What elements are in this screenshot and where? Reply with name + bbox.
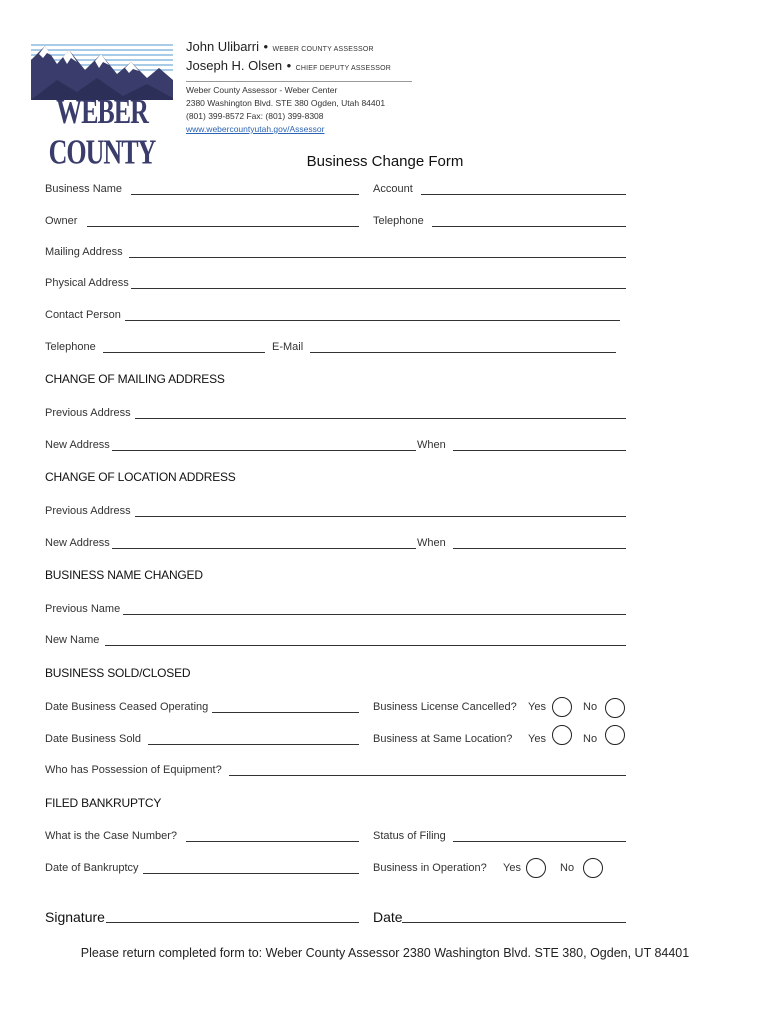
business-name-label: Business Name <box>45 183 123 195</box>
assessor-title: WEBER COUNTY ASSESSOR <box>272 46 374 53</box>
in-operation-no-label: No <box>560 862 575 874</box>
license-yes-label: Yes <box>528 701 546 713</box>
email-field[interactable] <box>310 352 616 353</box>
signature-label: Signature <box>45 909 105 925</box>
location-previous-address-label: Previous Address <box>45 505 131 517</box>
deputy-name: Joseph H. Olsen <box>186 58 283 73</box>
case-number-field[interactable] <box>186 841 359 842</box>
weber-county-logo <box>27 40 177 172</box>
mailing-previous-address-label: Previous Address <box>45 407 131 419</box>
license-no-radio[interactable] <box>605 698 625 718</box>
telephone-label: Telephone <box>373 215 424 227</box>
bankruptcy-date-field[interactable] <box>143 873 359 874</box>
mailing-when-field[interactable] <box>453 450 626 451</box>
location-when-label: When <box>417 537 446 549</box>
same-location-no-radio[interactable] <box>605 725 625 745</box>
date-sold-label: Date Business Sold <box>45 733 141 745</box>
in-operation-yes-radio[interactable] <box>526 858 546 878</box>
business-name-field[interactable] <box>131 194 359 195</box>
same-location-yes-label: Yes <box>528 733 546 745</box>
physical-address-field[interactable] <box>131 288 626 289</box>
mailing-address-label: Mailing Address <box>45 246 123 258</box>
bullet: • <box>286 58 292 73</box>
previous-name-label: Previous Name <box>45 603 121 615</box>
office-address: 2380 Washington Blvd. STE 380 Ogden, Utah 84401 <box>186 98 386 108</box>
owner-label: Owner <box>45 215 78 227</box>
mailing-when-label: When <box>417 439 446 451</box>
assessor-name: John Ulibarri <box>186 39 259 54</box>
mailing-new-address-label: New Address <box>45 439 110 451</box>
header-divider <box>186 81 412 82</box>
account-field[interactable] <box>421 194 626 195</box>
date-ceased-label: Date Business Ceased Operating <box>45 701 209 713</box>
owner-field[interactable] <box>87 226 359 227</box>
deputy-title: CHIEF DEPUTY ASSESSOR <box>295 65 392 72</box>
license-no-label: No <box>583 701 598 713</box>
license-yes-radio[interactable] <box>552 697 572 717</box>
new-name-field[interactable] <box>105 645 626 646</box>
bankruptcy-date-label: Date of Bankruptcy <box>45 862 139 874</box>
date-ceased-field[interactable] <box>212 712 359 713</box>
contact-person-field[interactable] <box>125 320 620 321</box>
location-new-address-field[interactable] <box>112 548 416 549</box>
bankruptcy-heading: FILED BANKRUPTCY <box>45 796 162 810</box>
license-cancelled-label: Business License Cancelled? <box>373 701 517 713</box>
telephone2-label: Telephone <box>45 341 96 353</box>
mailing-previous-address-field[interactable] <box>135 418 626 419</box>
sold-closed-heading: BUSINESS SOLD/CLOSED <box>45 666 191 680</box>
possession-label: Who has Possession of Equipment? <box>45 764 222 776</box>
location-new-address-label: New Address <box>45 537 110 549</box>
physical-address-label: Physical Address <box>45 277 129 289</box>
status-filing-label: Status of Filing <box>373 830 446 842</box>
same-location-label: Business at Same Location? <box>373 733 513 745</box>
signature-field[interactable] <box>106 922 359 923</box>
website-link[interactable]: www.webercountyutah.gov/Assessor <box>186 124 325 134</box>
possession-field[interactable] <box>229 775 626 776</box>
mailing-address-field[interactable] <box>129 257 626 258</box>
office-phone-fax: (801) 399-8572 Fax: (801) 399-8308 <box>186 111 324 121</box>
office-name: Weber County Assessor - Weber Center <box>186 85 338 95</box>
logo-text: WEBER COUNTY <box>48 92 156 172</box>
name-changed-heading: BUSINESS NAME CHANGED <box>45 568 203 582</box>
date-label: Date <box>373 909 403 925</box>
case-number-label: What is the Case Number? <box>45 830 178 842</box>
bullet: • <box>263 39 268 54</box>
new-name-label: New Name <box>45 634 100 646</box>
change-mailing-heading: CHANGE OF MAILING ADDRESS <box>45 372 225 386</box>
same-location-no-label: No <box>583 733 598 745</box>
in-operation-label: Business in Operation? <box>373 862 487 874</box>
same-location-yes-radio[interactable] <box>552 725 572 745</box>
date-sold-field[interactable] <box>148 744 359 745</box>
change-location-heading: CHANGE OF LOCATION ADDRESS <box>45 470 236 484</box>
assessor-line <box>186 38 374 56</box>
footer-return-instructions: Please return completed form to: Weber County Assessor 2380 Washington Blvd. STE 380, Ogden, UT 84401 <box>80 946 690 960</box>
telephone2-field[interactable] <box>103 352 265 353</box>
date-field[interactable] <box>402 922 626 923</box>
in-operation-yes-label: Yes <box>503 862 521 874</box>
location-previous-address-field[interactable] <box>135 516 626 517</box>
previous-name-field[interactable] <box>123 614 626 615</box>
status-filing-field[interactable] <box>453 841 626 842</box>
form-title: Business Change Form <box>306 153 464 170</box>
mailing-new-address-field[interactable] <box>112 450 416 451</box>
location-when-field[interactable] <box>453 548 626 549</box>
contact-person-label: Contact Person <box>45 309 121 321</box>
deputy-line <box>186 57 391 75</box>
telephone-field[interactable] <box>432 226 626 227</box>
email-label: E-Mail <box>272 341 304 353</box>
in-operation-no-radio[interactable] <box>583 858 603 878</box>
account-label: Account <box>373 183 413 195</box>
